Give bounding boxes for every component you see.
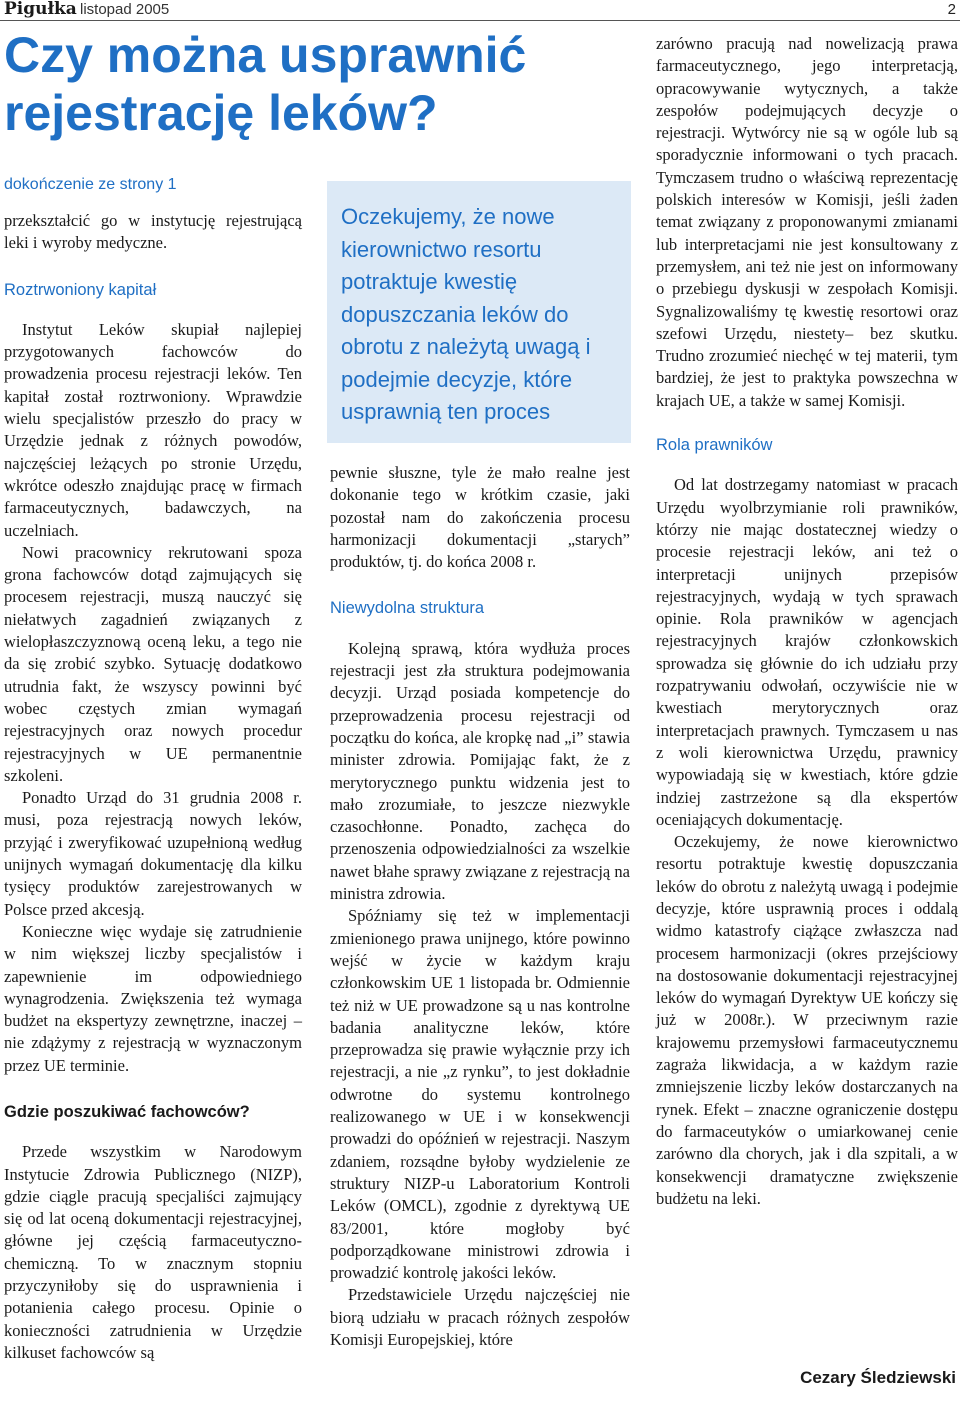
issue-date: listopad 2005 bbox=[80, 1, 170, 18]
section-heading: Roztrwoniony kapitał bbox=[4, 280, 157, 299]
continuation-note: dokończenie ze strony 1 bbox=[4, 176, 177, 193]
section-heading: Gdzie poszukiwać fachowców? bbox=[4, 1102, 250, 1121]
section-heading: Niewydolna struktura bbox=[330, 599, 485, 618]
paragraph: pewnie słuszne, tyle że mało realne jest dokonanie tego w krótkim czasie, jaki pozostał nam do zakończenia procesu harmonizacji dokumentacji „starych” produktów, tj. do końca 2008 r. bbox=[330, 463, 630, 572]
column-3 bbox=[656, 33, 958, 1210]
paragraph: przekształcić go w instytucję rejestrującą leki i wyroby medyczne. bbox=[4, 211, 302, 253]
article-title: Czy można usprawnić rejestrację leków? bbox=[4, 27, 527, 141]
paragraph: Instytut Leków skupiał najlepiej przygotowanych fachowców do prowadzenia procesu rejestracji leków. Ten kapitał został roztrwoniony. Wprawdzie wielu specjalistów przeszło do pracy w Urzędzie jednak z różnych powodów, najczęściej leżących po stronie Urzędu, wkrótce odeszło znajdując pracę w firmach farmaceutycznych, badawczych, na uczelniach. bbox=[4, 319, 302, 540]
paragraph: Oczekujemy, że nowe kierownictwo resortu potraktuje kwestię dopuszczania leków do obrotu z należytą uwagą i podejmie decyzje, które usprawnią proces i oddalą widmo katastrofy ciążące zwłaszcza nad procesem harmonizacji (okres przejściowy na dostosowanie dokumentacji rejestracyjnej leków do wymagań Dyrektyw UE kończy się już w 2008r.). W przeciwnym razie krajowemu przemysłowi farmaceutycznemu zagraża likwidacja, a w każdym razie zmniejszenie liczby leków dostarczanych na rynek. Efekt – znaczne ograniczenie dostępu do farmaceutyków o umiarkowanej cenie zarówno dla chorych, jak i dla szpitali, a w konsekwencji dramatyczne zwiększenie budżetu na leki. bbox=[656, 832, 958, 1208]
page-header bbox=[0, 0, 960, 21]
paragraph: Przede wszystkim w Narodowym Instytucie Zdrowia Publicznego (NIZP), gdzie ciągle pracują specjaliści zajmujący się od lat oceną dokumentacji rejestracyjnej, główne jej częścią farmaceutyczno-chemiczną. To w znacznym stopniu przyczyniłoby się do usprawnienia i potanienia całego procesu. Opinie o konieczności zatrudnienia w Urzędzie kilkuset fachowców są bbox=[4, 1142, 302, 1362]
publication-name: Pigułka bbox=[4, 0, 77, 19]
section-heading: Rola prawników bbox=[656, 436, 773, 455]
paragraph: Od lat dostrzegamy natomiast w pracach Urzędu wyolbrzymianie roli prawników, którzy nie mając dostatecznej wiedzy o procesie rejestracji leków, ani też o interpretacji unijnych przepisów rejestracyjnych, wydają w tych sprawach opinie. Rola prawników w agencjach rejestracyjnych krajów członkowskich sprowadza się głównie do ich udziału przy rozpatrywaniu odwołań, oczywiście nie w kwestiach merytorycznych oraz interpretacjach prawnych. Tymczasem u nas z woli kierownictwa Urzędu, prawnicy wypowiadają się w kwestiach, które gdzie indziej zastrzeżone są dla ekspertów oceniających dokumentację. bbox=[656, 475, 958, 829]
author-name: Cezary Śledziewski bbox=[800, 1368, 956, 1387]
pull-quote-text: Oczekujemy, że nowe kierownictwo resortu potraktuje kwestię dopuszczania leków do obrotu z należytą uwagą i podejmie decyzje, które usprawnią ten proces bbox=[341, 204, 591, 424]
paragraph: Nowi pracownicy rekrutowani spoza grona fachowców dotąd zajmujących się procesem rejestracji, muszą nauczyć się niełatwych zagadnień związanych z wielopłaszczyznową oceną leku, a tego nie da się zrobić szybko. Sytuację dodatkowo utrudnia fakt, że wszyscy powinni być wobec częstych zmian wymagań rejestracyjnych oraz nowych procedur rejestracyjnych w UE permanentnie szkoleni. bbox=[4, 542, 302, 785]
paragraph: zarówno pracują nad nowelizacją prawa farmaceutycznego, jego interpretacją, opracowywanie wytycznych, a także zespołów podejmujących decyzje o rejestracji. Wytwórcy nie są w ogóle lub są sporadycznie informowani o tych pracach. Tymczasem trudno o właściwą reprezentację polskich interesów w Komisji, jeśli żaden temat związany z proponowanymi zmianami lub interpretacjami nie jest konsultowany z przemysłem, ani też nie jest on informowany o przebiegu dyskusji w zespołach Komisji. Sygnalizowaliśmy tę kwestię resortowi oraz szefowi Urzędu, niestety– bez skutku. Trudno zrozumieć niechęć w tej materii, tym bardziej, że jest to praktyka powszechna w krajach UE, a także w samej Komisji. bbox=[656, 34, 958, 410]
column-1 bbox=[4, 210, 302, 1364]
pull-quote bbox=[327, 181, 631, 443]
paragraph: Spóźniamy się też w implementacji zmienionego prawa unijnego, które powinno wejść w życie w każdym kraju członkowskim UE 1 listopada br. Odmiennie też niż w UE prowadzone są u nas kontrolne badania analityczne leków, które przeprowadza się prawie wyłącznie przy ich rejestracji, a nie „z rynku”, to jest dokładnie odwrotne do systemu kontrolnego realizowanego w UE i w konsekwencji prowadzi do opóźnień w rejestracji. Naszym zdaniem, rozsądne byłoby wydzielenie ze struktury NIZP-u Laboratorium Kontroli Leków (OMCL), zgodnie z dyrektywą UE 83/2001, które mogłoby być podporządkowane ministrowi zdrowia i prowadzić kontrolę jakości leków. bbox=[330, 906, 630, 1283]
column-2 bbox=[330, 462, 630, 1351]
paragraph: Ponadto Urząd do 31 grudnia 2008 r. musi, poza rejestracją nowych leków, przyjąć i zweryfikować uzupełnioną według unijnych wymagań dokumentację dla kilku tysięcy produktów zarejestrowanych w Polsce przed akcesją. bbox=[4, 788, 302, 919]
paragraph: Kolejną sprawą, która wydłuża proces rejestracji jest zła struktura podejmowania decyzji. Urząd posiada kompetencje do przeprowadzenia procesu rejestracji od początku do końca, ale kropkę nad „i” stawia minister zdrowia. Pomijając fakt, że z merytorycznego punktu widzenia jest to mało zrozumiałe, to jeszcze niezwykle czasochłonne. Ponadto, zachęca do przenoszenia odpowiedzialności za wszelkie nawet błahe sprawy związane z rejestracją na ministra zdrowia. bbox=[330, 638, 630, 904]
paragraph: Przedstawiciele Urzędu najczęściej nie biorą udziału w pracach różnych zespołów Komisji Europejskiej, które bbox=[330, 1285, 630, 1349]
page-number: 2 bbox=[947, 1, 956, 18]
paragraph: Konieczne więc wydaje się zatrudnienie w nim większej liczby specjalistów i zapewnienie im odpowiedniego wynagrodzenia. Zwiększenia też wymaga budżet na ekspertyzy zewnętrzne, inaczej – nie zdążymy z rejestracją w wyznaczonym przez UE terminie. bbox=[4, 921, 302, 1075]
